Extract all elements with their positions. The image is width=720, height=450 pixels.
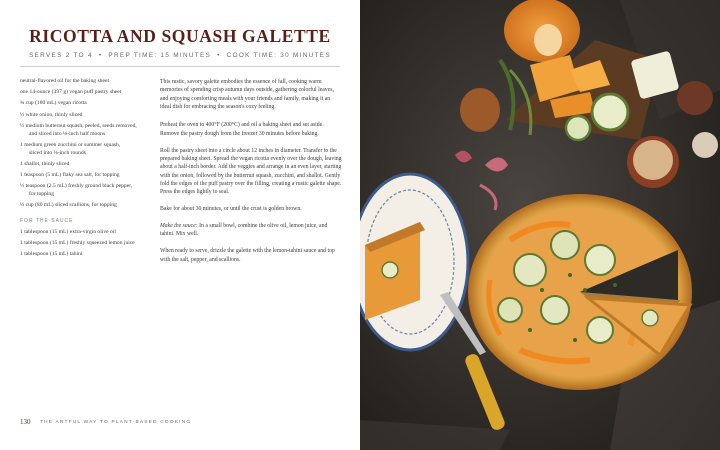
meta-separator: • xyxy=(217,52,221,59)
ingredient-item xyxy=(20,202,152,210)
ingredient-line: 1 shallot, thinly sliced xyxy=(20,160,70,167)
recipe-meta xyxy=(0,52,360,59)
intro-paragraph: This rustic, savory galette embodies the essence of fall, cooking warm memories of spending crisp autumn days outside, gathering colorful leaves, and enjoying comforting meals with your friends and family, making it an ideal dish for embracing the season's cozy feeling. xyxy=(160,79,334,111)
tahini-sauce xyxy=(633,140,673,180)
ingredient-line: 1 teaspoon (5 mL) flaky sea salt, for topping xyxy=(20,171,120,178)
ingredient-item xyxy=(20,123,152,139)
ingredient-item xyxy=(20,183,152,199)
directions xyxy=(160,78,342,272)
direction-step: Bake for about 30 minutes, or until the crust is golden brown. xyxy=(160,206,302,213)
ingredient-line: ½ white onion, thinly sliced xyxy=(20,111,83,118)
page-number: 130 xyxy=(20,418,31,426)
cook-time-label: COOK TIME: 30 MINUTES xyxy=(226,52,331,59)
serves-label: SERVES 2 TO 4 xyxy=(29,52,93,59)
sauce-heading: FOR THE SAUCE xyxy=(20,217,74,224)
sauce-item: 1 tablespoon (15 mL) tahini xyxy=(20,251,83,258)
ingredient-line: one 14-ounce (397 g) vegan puff pastry sheet xyxy=(20,89,122,96)
ingredient-item xyxy=(20,161,152,169)
ingredients-list xyxy=(20,78,152,262)
direction-step xyxy=(160,222,342,239)
serving-plate xyxy=(360,174,468,350)
zucchini-round xyxy=(566,116,590,140)
ingredient-line: ½ teaspoon (2.5 mL) freshly ground black pepper, xyxy=(20,183,133,190)
zucchini-round xyxy=(592,94,628,130)
squash-seeds xyxy=(534,24,562,56)
ingredient-line: ¾ cup (180 mL) vegan ricotta xyxy=(20,100,87,107)
onion xyxy=(460,88,500,132)
onion xyxy=(677,81,713,115)
running-head: THE ARTFUL WAY TO PLANT-BASED COOKING xyxy=(40,420,192,425)
galette-photo xyxy=(360,0,720,450)
ingredient-continuation: sliced into ⅛-inch rounds xyxy=(29,149,86,156)
ingredient-line: ½ medium butternut squash, peeled, seeds removed, xyxy=(20,122,137,129)
ingredient-item xyxy=(20,78,152,86)
ingredient-line: neutral-flavored oil for the baking sheet xyxy=(20,78,110,84)
sauce-step-text: In a small bowl, combine the olive oil, lemon juice, and tahini. Mix well. xyxy=(160,222,328,238)
recipe-title: RICOTTA AND SQUASH GALETTE xyxy=(29,26,331,46)
title-divider xyxy=(20,66,340,67)
sauce-item: 1 tablespoon (15 mL) freshly squeezed lemon juice xyxy=(20,239,135,246)
ingredient-item xyxy=(20,112,152,120)
prep-time-label: PREP TIME: 15 MINUTES xyxy=(108,52,212,59)
sauce-item: 1 tablespoon (15 mL) extra-virgin olive oil xyxy=(20,228,116,235)
ingredient-item xyxy=(20,89,152,97)
ingredient-line: ⅓ cup (80 mL) sliced scallions, for topping xyxy=(20,202,117,209)
direction-step: When ready to serve, drizzle the galette with the lemon-tahini sauce and top with the salt, pepper, and scallions. xyxy=(160,248,335,263)
ingredient-item xyxy=(20,100,152,108)
ingredient-continuation: and sliced into ⅛-inch half moons xyxy=(29,130,106,137)
ingredient-item xyxy=(20,142,152,158)
direction-step: Roll the pastry sheet into a circle about 12 inches in diameter. Transfer to the prepared baking sheet. Spread the vegan ricotta evenly over the dough, leaving about a half-inch border. Add the veggies and arrange in an even layer, starting with the onion, followed by the butternut squash, zucchini, and shallot. Gently fold the edges of the puff pastry over the filling, creating a rustic galette shape. Press the edges lightly to seal. xyxy=(160,147,342,196)
ingredient-continuation: for topping xyxy=(29,190,55,197)
ingredient-line: 1 medium green zucchini or summer squash, xyxy=(20,141,121,148)
meta-separator: • xyxy=(98,52,103,59)
galette-photo-illustration xyxy=(360,0,720,450)
garlic xyxy=(692,132,718,158)
direction-step: Preheat the oven to 400°F (200°C) and oil a baking sheet and set aside. Remove the pastry dough from the freezer 30 minutes before baking. xyxy=(160,122,324,137)
sauce-step-label: Make the sauce: xyxy=(160,222,198,229)
ingredient-item xyxy=(20,172,152,180)
